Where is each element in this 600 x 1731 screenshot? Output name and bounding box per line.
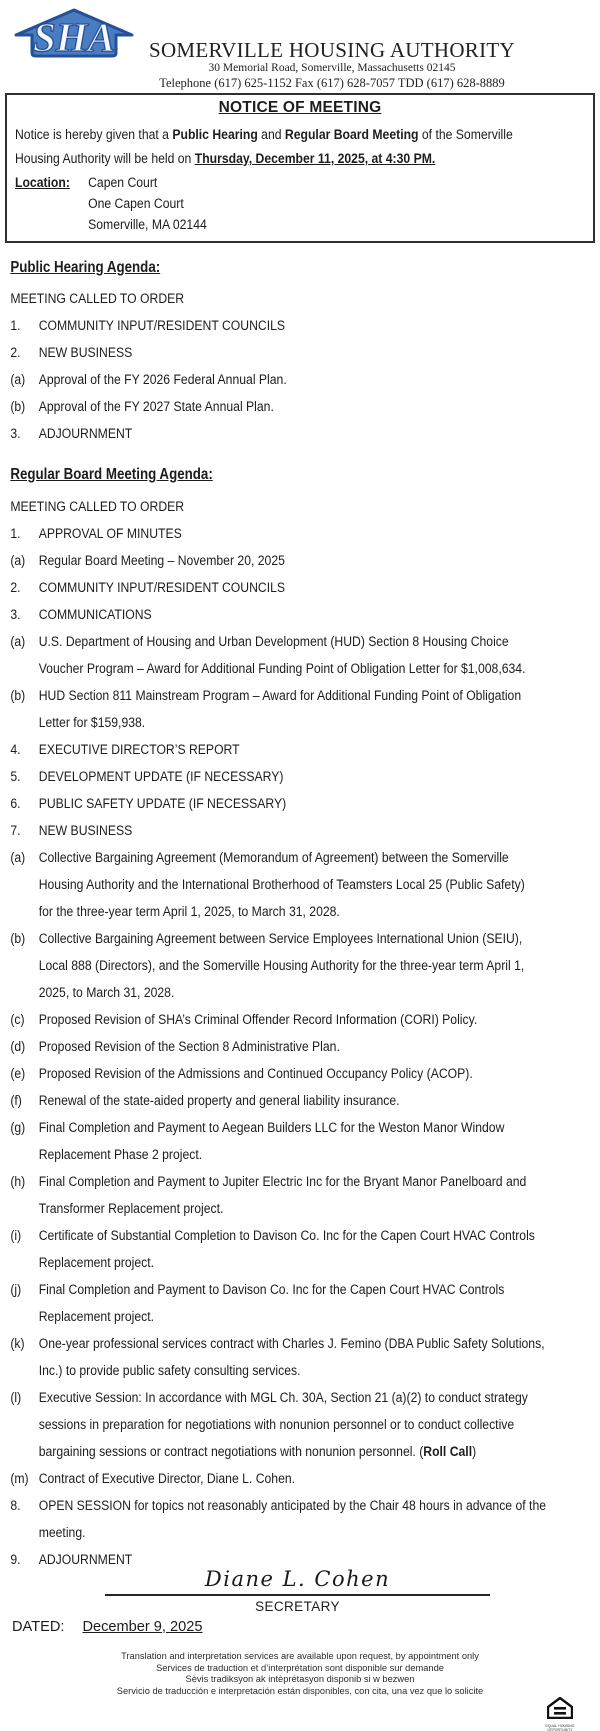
agenda-item-label: 3. bbox=[10, 425, 21, 442]
agenda-item-label: (h) bbox=[10, 1173, 26, 1190]
agenda-item-line: Certificate of Substantial Completion to Davison Co. Inc for the Capen Court HVAC Controls bbox=[38, 1227, 535, 1244]
agenda-item bbox=[10, 845, 600, 926]
agenda-item-line: ADJOURNMENT bbox=[38, 425, 133, 442]
notice-title: NOTICE OF MEETING bbox=[218, 98, 382, 116]
signature-name: Diane L. Cohen bbox=[204, 1567, 391, 1591]
agenda-item-line: NEW BUSINESS bbox=[38, 344, 133, 361]
agenda-item bbox=[10, 394, 600, 421]
agenda-item-line: Proposed Revision of the Section 8 Administrative Plan. bbox=[38, 1038, 340, 1055]
agenda-item bbox=[10, 1277, 600, 1331]
agenda-item-label: (d) bbox=[10, 1038, 26, 1055]
agenda-item bbox=[10, 1493, 600, 1547]
equal-housing-caption-line: OPPORTUNITY bbox=[547, 1728, 573, 1731]
agenda-item-text bbox=[39, 1034, 600, 1061]
agenda-item-line: EXECUTIVE DIRECTOR’S REPORT bbox=[38, 741, 240, 758]
agenda-item bbox=[10, 1034, 600, 1061]
agenda-item-line: Regular Board Meeting – November 20, 2025 bbox=[38, 552, 285, 569]
agenda-item-text bbox=[39, 1088, 600, 1115]
agenda-item-label: (m) bbox=[10, 1470, 29, 1487]
notice-box bbox=[5, 93, 595, 243]
agenda-item-line: One-year professional services contract with Charles J. Femino (DBA Public Safety Solutions, bbox=[38, 1335, 545, 1352]
agenda-item-label: (e) bbox=[10, 1065, 26, 1082]
agenda-item-label: (l) bbox=[10, 1389, 22, 1406]
agenda-item-text bbox=[39, 367, 600, 394]
agenda-item bbox=[10, 1385, 600, 1466]
notice-paragraph-line bbox=[15, 123, 600, 148]
agenda-item bbox=[10, 1007, 600, 1034]
public-hearing-items bbox=[10, 313, 600, 448]
meeting-datetime: Thursday, December 11, 2025, at 4:30 PM. bbox=[194, 151, 436, 167]
notice-text: of the Somerville bbox=[418, 126, 513, 143]
agenda-item-text bbox=[39, 1466, 600, 1493]
secretary-label: SECRETARY bbox=[255, 1599, 340, 1614]
translation-line: Servicio de traducción e interpretación están disponibles, con cita, una vez que lo solicite bbox=[116, 1685, 484, 1696]
agenda-item-text bbox=[39, 521, 600, 548]
agenda-item-line: Approval of the FY 2026 Federal Annual Plan. bbox=[38, 371, 287, 388]
location-block bbox=[15, 173, 600, 236]
agenda-item-line: Voucher Program – Award for Additional Funding Point of Obligation Letter for $1,008,634. bbox=[38, 660, 526, 677]
agenda-item-line: Contract of Executive Director, Diane L. Cohen. bbox=[38, 1470, 296, 1487]
agenda-item bbox=[10, 1466, 600, 1493]
agenda-item bbox=[10, 421, 600, 448]
translation-line: Translation and interpretation services are available upon request, by appointment only bbox=[121, 1651, 479, 1661]
agenda-item-text bbox=[39, 421, 600, 448]
agenda-item-label: (c) bbox=[10, 1011, 25, 1028]
agenda-item-label: 3. bbox=[10, 606, 21, 623]
sha-house-icon bbox=[13, 5, 135, 59]
agenda-item-text bbox=[39, 1061, 600, 1088]
agenda-item-label: (g) bbox=[10, 1119, 26, 1136]
agenda-item-line: Proposed Revision of the Admissions and Continued Occupancy Policy (ACOP). bbox=[38, 1065, 473, 1082]
signature-block bbox=[105, 1565, 490, 1616]
letterhead bbox=[72, 0, 592, 90]
agenda-item-line: ADJOURNMENT bbox=[38, 1551, 133, 1568]
agenda-item-line: Replacement project. bbox=[38, 1308, 154, 1325]
agenda-item bbox=[10, 575, 600, 602]
agenda-item bbox=[10, 1331, 600, 1385]
agenda-item-label: 1. bbox=[10, 317, 21, 334]
dated-value: December 9, 2025 bbox=[82, 1619, 203, 1635]
agenda-item bbox=[10, 1169, 600, 1223]
agenda-item bbox=[10, 629, 600, 683]
agenda-item-text bbox=[39, 1115, 600, 1169]
agenda-item-text bbox=[39, 1007, 600, 1034]
agenda-item-text bbox=[39, 683, 600, 737]
agenda-item-text bbox=[39, 926, 600, 1007]
agenda-item-line: Local 888 (Directors), and the Somerville Housing Authority for the three-year term April 1, bbox=[38, 957, 525, 974]
notice-body bbox=[15, 123, 600, 236]
translation-line: Sèvis tradiksyon ak intèprétasyon disponib si w bezwen bbox=[185, 1674, 415, 1685]
notice-text: Housing Authority will be held on bbox=[15, 151, 195, 167]
agenda-item-line: Final Completion and Payment to Jupiter Electric Inc for the Bryant Manor Panelboard and bbox=[38, 1173, 527, 1190]
agenda-item-text bbox=[39, 602, 600, 629]
agenda-item bbox=[10, 1061, 600, 1088]
agenda-item-label: 8. bbox=[10, 1497, 21, 1514]
agenda-item-label: (a) bbox=[10, 552, 26, 569]
agenda-item bbox=[10, 521, 600, 548]
agenda-item-line: 2025, to March 31, 2028. bbox=[38, 984, 175, 1001]
sha-logo-text: SHA bbox=[32, 14, 116, 59]
translation-line: Services de traduction et d’interprétation sont disponible sur demande bbox=[156, 1662, 444, 1673]
agenda-item-label: (b) bbox=[10, 687, 26, 704]
agenda-item-line: PUBLIC SAFETY UPDATE (IF NECESSARY) bbox=[38, 795, 287, 812]
contact-line: Telephone (617) 625-1152 Fax (617) 628-7057 TDD (617) 628-8889 bbox=[159, 75, 505, 90]
agenda-item-line: Renewal of the state-aided property and general liability insurance. bbox=[38, 1092, 400, 1109]
agenda-item-line: Housing Authority and the International Brotherhood of Teamsters Local 25 (Public Safety) bbox=[38, 876, 525, 893]
agenda-item-text bbox=[39, 629, 600, 683]
agenda-item-label: (b) bbox=[10, 398, 26, 415]
agenda-item-text bbox=[39, 764, 600, 791]
agenda-item-line: for the three-year term April 1, 2025, to March 31, 2028. bbox=[38, 903, 340, 920]
agenda-item bbox=[10, 1088, 600, 1115]
agenda-item-line: Approval of the FY 2027 State Annual Plan. bbox=[38, 398, 274, 415]
agenda-item-line: Letter for $159,938. bbox=[38, 714, 146, 731]
agenda-item-text bbox=[39, 575, 600, 602]
agenda-item-line: U.S. Department of Housing and Urban Development (HUD) Section 8 Housing Choice bbox=[38, 633, 509, 650]
agenda-item-line: Collective Bargaining Agreement between Service Employees International Union (SEIU), bbox=[38, 930, 523, 947]
agenda-item-text bbox=[39, 313, 600, 340]
agenda-item-line: bargaining sessions or contract negotiations with nonunion personnel. (Roll Call) bbox=[38, 1443, 477, 1460]
agenda-item-label: 7. bbox=[10, 822, 21, 839]
agenda-item-text bbox=[39, 1169, 600, 1223]
agenda-item-label: 6. bbox=[10, 795, 21, 812]
agenda-item-text bbox=[39, 1385, 600, 1466]
called-to-order-line: MEETING CALLED TO ORDER bbox=[10, 498, 185, 515]
agenda-item-line: OPEN SESSION for topics not reasonably anticipated by the Chair 48 hours in advance of the bbox=[38, 1497, 547, 1514]
agenda-item-line: COMMUNICATIONS bbox=[38, 606, 152, 623]
agenda-item bbox=[10, 340, 600, 367]
public-hearing-heading: Public Hearing Agenda: bbox=[10, 258, 161, 276]
dated-label: DATED: bbox=[12, 1619, 65, 1635]
dated-row bbox=[12, 1619, 203, 1635]
translation-block bbox=[0, 1651, 600, 1697]
agenda-item bbox=[10, 548, 600, 575]
agenda-item-label: (f) bbox=[10, 1092, 22, 1109]
notice-board-meeting: Regular Board Meeting bbox=[284, 126, 419, 143]
agenda-item bbox=[10, 313, 600, 340]
equal-housing-caption bbox=[545, 1724, 575, 1731]
agenda-item-line: HUD Section 811 Mainstream Program – Award for Additional Funding Point of Obligation bbox=[38, 687, 522, 704]
equal-housing-caption-line: EQUAL HOUSING bbox=[545, 1724, 575, 1728]
location-line: Capen Court bbox=[88, 174, 158, 191]
signature-line bbox=[105, 1594, 490, 1596]
agenda-item bbox=[10, 1223, 600, 1277]
agenda-item bbox=[10, 683, 600, 737]
location-label: Location: bbox=[15, 174, 70, 191]
agenda-item-line: Replacement Phase 2 project. bbox=[38, 1146, 203, 1163]
agenda-item-text bbox=[39, 818, 600, 845]
location-line: Somerville, MA 02144 bbox=[88, 216, 207, 233]
board-meeting-items bbox=[10, 521, 600, 1574]
agenda-item-text bbox=[39, 394, 600, 421]
agenda-item-label: 5. bbox=[10, 768, 21, 785]
agenda-item bbox=[10, 737, 600, 764]
agenda-item-label: (i) bbox=[10, 1227, 22, 1244]
agenda-body bbox=[0, 257, 600, 1574]
equal-housing-icon bbox=[547, 1697, 573, 1719]
agenda-item-text bbox=[39, 1223, 600, 1277]
agenda-item-label: (k) bbox=[10, 1335, 25, 1352]
agenda-item bbox=[10, 1115, 600, 1169]
agenda-item-label: (b) bbox=[10, 930, 26, 947]
agenda-item bbox=[10, 367, 600, 394]
agenda-item-line: Collective Bargaining Agreement (Memorandum of Agreement) between the Somerville bbox=[38, 849, 509, 866]
agenda-item-line: COMMUNITY INPUT/RESIDENT COUNCILS bbox=[38, 579, 286, 596]
agenda-item-line: sessions in preparation for negotiations with nonunion personnel or to conduct collective bbox=[38, 1416, 515, 1433]
agenda-item-line: Executive Session: In accordance with MGL Ch. 30A, Section 21 (a)(2) to conduct strategy bbox=[38, 1389, 528, 1406]
sha-logo bbox=[13, 5, 135, 64]
agenda-item bbox=[10, 764, 600, 791]
regular-board-heading: Regular Board Meeting Agenda: bbox=[10, 465, 213, 483]
agenda-item bbox=[10, 818, 600, 845]
agenda-item-line: Proposed Revision of SHA’s Criminal Offender Record Information (CORI) Policy. bbox=[38, 1011, 478, 1028]
agenda-item-label: 1. bbox=[10, 525, 21, 542]
agenda-item-label: (j) bbox=[10, 1281, 22, 1298]
equal-housing-logo bbox=[545, 1697, 575, 1731]
agenda-item-line: Replacement project. bbox=[38, 1254, 154, 1271]
agenda-item-label: 2. bbox=[10, 344, 21, 361]
notice-text: and bbox=[257, 126, 285, 143]
location-line: One Capen Court bbox=[88, 195, 184, 212]
agenda-item-label: 9. bbox=[10, 1551, 21, 1568]
agenda-item-line: Transformer Replacement project. bbox=[38, 1200, 224, 1217]
agenda-item-text bbox=[39, 791, 600, 818]
address-line: 30 Memorial Road, Somerville, Massachusetts 02145 bbox=[208, 62, 456, 74]
agenda-item-label: 4. bbox=[10, 741, 21, 758]
agenda-item-line: NEW BUSINESS bbox=[38, 822, 133, 839]
agenda-item-text bbox=[39, 845, 600, 926]
agenda-item-line: Inc.) to provide public safety consulting services. bbox=[38, 1362, 301, 1379]
agenda-item-line: Final Completion and Payment to Davison Co. Inc for the Capen Court HVAC Controls bbox=[38, 1281, 505, 1298]
agenda-item-text bbox=[39, 737, 600, 764]
location-lines bbox=[88, 173, 207, 236]
agenda-item-line: DEVELOPMENT UPDATE (IF NECESSARY) bbox=[38, 768, 284, 785]
agenda-item-label: (a) bbox=[10, 633, 26, 650]
notice-public-hearing: Public Hearing bbox=[172, 126, 258, 143]
agenda-item-label: 2. bbox=[10, 579, 21, 596]
org-name: SOMERVILLE HOUSING AUTHORITY bbox=[148, 38, 516, 62]
agenda-item-text bbox=[39, 340, 600, 367]
agenda-item-label: (a) bbox=[10, 849, 26, 866]
agenda-item-label: (a) bbox=[10, 371, 26, 388]
agenda-item bbox=[10, 791, 600, 818]
agenda-item-text bbox=[39, 1277, 600, 1331]
notice-text: Notice is hereby given that a bbox=[15, 126, 173, 143]
agenda-item-line: Final Completion and Payment to Aegean Builders LLC for the Weston Manor Window bbox=[38, 1119, 505, 1136]
agenda-item-text bbox=[39, 548, 600, 575]
agenda-item-text bbox=[39, 1331, 600, 1385]
agenda-item-line: meeting. bbox=[38, 1524, 86, 1541]
agenda-item-line: COMMUNITY INPUT/RESIDENT COUNCILS bbox=[38, 317, 286, 334]
agenda-item bbox=[10, 926, 600, 1007]
agenda-item-text bbox=[39, 1493, 600, 1547]
agenda-item-line: APPROVAL OF MINUTES bbox=[38, 525, 182, 542]
agenda-item bbox=[10, 602, 600, 629]
called-to-order-line: MEETING CALLED TO ORDER bbox=[10, 290, 185, 307]
notice-paragraph-line bbox=[15, 147, 600, 172]
notice-paragraph bbox=[15, 123, 600, 172]
